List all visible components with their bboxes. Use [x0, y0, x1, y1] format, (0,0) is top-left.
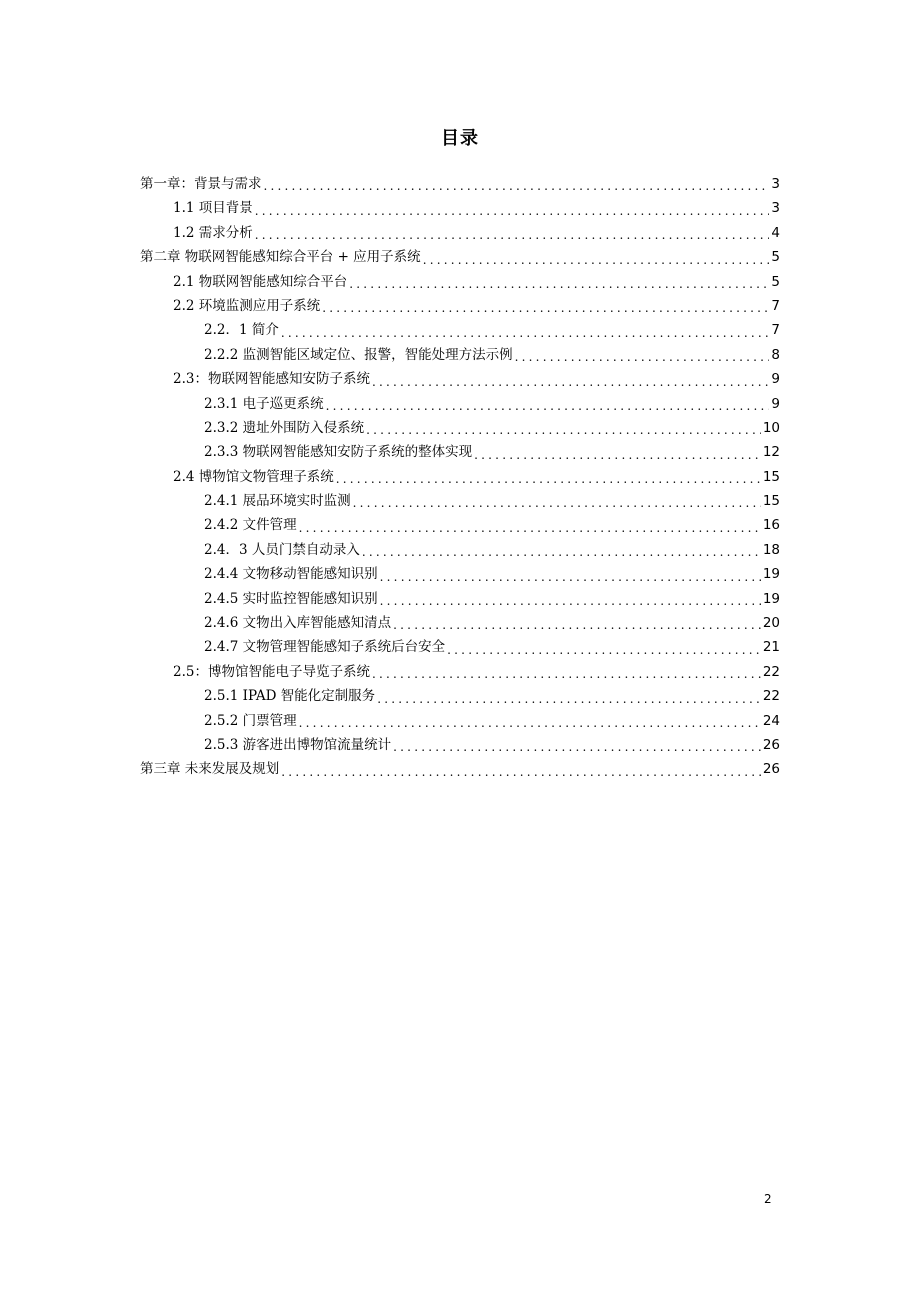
- toc-entry[interactable]: [140, 172, 780, 196]
- toc-entry-title: 2.4.2 文件管理: [204, 517, 297, 534]
- toc-entry-title: 2.3.1 电子巡更系统: [204, 395, 324, 412]
- toc-entry-page: 16: [762, 517, 780, 534]
- toc-entry-title: 2.3：物联网智能感知安防子系统: [173, 371, 370, 388]
- table-of-contents: [140, 172, 780, 782]
- toc-entry[interactable]: [140, 196, 780, 220]
- toc-entry[interactable]: [140, 513, 780, 537]
- toc-entry[interactable]: [140, 440, 780, 464]
- toc-leader-dots: [299, 518, 761, 538]
- toc-entry-title: 2.5.1 IPAD 智能化定制服务: [204, 688, 376, 705]
- toc-leader-dots: [380, 591, 761, 611]
- toc-entry-page: 20: [762, 615, 780, 632]
- toc-leader-dots: [474, 445, 761, 465]
- page-number: 2: [764, 1192, 772, 1206]
- toc-entry-title: 第一章：背景与需求: [140, 175, 262, 192]
- toc-entry-title: 2.4 博物馆文物管理子系统: [173, 468, 334, 485]
- toc-leader-dots: [366, 420, 761, 440]
- toc-leader-dots: [372, 372, 769, 392]
- toc-entry-title: 2.2.2 监测智能区域定位、报警，智能处理方法示例: [204, 346, 513, 363]
- page-title: 目录: [441, 128, 479, 149]
- toc-entry[interactable]: [140, 270, 780, 294]
- toc-entry[interactable]: [140, 392, 780, 416]
- toc-entry[interactable]: [140, 245, 780, 269]
- toc-entry-title: 1.2 需求分析: [173, 224, 253, 241]
- toc-leader-dots: [377, 689, 761, 709]
- toc-entry-page: 26: [762, 736, 780, 753]
- toc-entry-title: 第二章 物联网智能感知综合平台 + 应用子系统: [140, 249, 421, 266]
- toc-entry[interactable]: [140, 416, 780, 440]
- toc-leader-dots: [255, 201, 770, 221]
- toc-entry[interactable]: [140, 733, 780, 757]
- toc-leader-dots: [264, 176, 770, 196]
- toc-leader-dots: [362, 542, 761, 562]
- toc-leader-dots: [255, 225, 770, 245]
- toc-entry-page: 19: [762, 566, 780, 583]
- toc-entry[interactable]: [140, 757, 780, 781]
- toc-entry-page: 22: [762, 663, 780, 680]
- toc-leader-dots: [393, 615, 761, 635]
- toc-entry-title: 2.4.5 实时监控智能感知识别: [204, 590, 378, 607]
- toc-entry-page: 12: [762, 444, 780, 461]
- toc-entry-title: 2.5：博物馆智能电子导览子系统: [173, 663, 370, 680]
- toc-entry-title: 1.1 项目背景: [173, 200, 253, 217]
- toc-entry-title: 2.3.2 遗址外围防入侵系统: [204, 419, 365, 436]
- toc-leader-dots: [322, 298, 769, 318]
- toc-entry[interactable]: [140, 318, 780, 342]
- toc-leader-dots: [423, 250, 770, 270]
- toc-leader-dots: [326, 396, 770, 416]
- toc-entry-title: 2.4.1 展品环境实时监测: [204, 493, 351, 510]
- toc-entry-page: 15: [762, 493, 780, 510]
- toc-entry[interactable]: [140, 294, 780, 318]
- toc-entry-title: 2.4.4 文物移动智能感知识别: [204, 566, 378, 583]
- toc-entry-title: 2.4．3 人员门禁自动录入: [204, 541, 360, 558]
- toc-entry[interactable]: [140, 684, 780, 708]
- toc-entry[interactable]: [140, 660, 780, 684]
- toc-leader-dots: [349, 274, 769, 294]
- toc-leader-dots: [281, 762, 761, 782]
- toc-entry-page: 8: [771, 346, 780, 363]
- toc-entry[interactable]: [140, 635, 780, 659]
- toc-entry-page: 3: [771, 175, 780, 192]
- toc-entry-page: 4: [771, 224, 780, 241]
- toc-entry-title: 2.1 物联网智能感知综合平台: [173, 273, 348, 290]
- toc-entry-page: 7: [771, 297, 780, 314]
- toc-entry-page: 10: [762, 419, 780, 436]
- toc-entry[interactable]: [140, 465, 780, 489]
- toc-entry-page: 5: [771, 273, 780, 290]
- toc-leader-dots: [380, 567, 761, 587]
- toc-leader-dots: [299, 713, 761, 733]
- toc-entry[interactable]: [140, 587, 780, 611]
- toc-entry[interactable]: [140, 343, 780, 367]
- toc-entry-title: 2.4.6 文物出入库智能感知清点: [204, 615, 392, 632]
- toc-entry-title: 2.5.2 门票管理: [204, 712, 297, 729]
- toc-leader-dots: [393, 737, 761, 757]
- toc-entry[interactable]: [140, 489, 780, 513]
- toc-entry-page: 24: [762, 712, 780, 729]
- toc-entry[interactable]: [140, 562, 780, 586]
- toc-entry[interactable]: [140, 221, 780, 245]
- toc-entry-title: 2.2．1 简介: [204, 322, 279, 339]
- toc-entry-page: 21: [762, 639, 780, 656]
- toc-entry-page: 7: [771, 322, 780, 339]
- toc-entry-page: 3: [771, 200, 780, 217]
- toc-entry[interactable]: [140, 709, 780, 733]
- toc-entry-page: 5: [771, 249, 780, 266]
- toc-leader-dots: [336, 469, 761, 489]
- toc-leader-dots: [372, 664, 761, 684]
- toc-entry-page: 26: [762, 761, 780, 778]
- toc-entry-page: 22: [762, 688, 780, 705]
- toc-entry-title: 2.3.3 物联网智能感知安防子系统的整体实现: [204, 444, 473, 461]
- toc-entry-page: 15: [762, 468, 780, 485]
- toc-entry[interactable]: [140, 611, 780, 635]
- toc-entry-title: 2.5.3 游客进出博物馆流量统计: [204, 736, 392, 753]
- toc-entry-page: 19: [762, 590, 780, 607]
- toc-entry[interactable]: [140, 367, 780, 391]
- toc-leader-dots: [515, 347, 770, 367]
- toc-entry[interactable]: [140, 538, 780, 562]
- toc-entry-title: 第三章 未来发展及规划: [140, 761, 280, 778]
- toc-leader-dots: [447, 640, 761, 660]
- toc-leader-dots: [281, 323, 770, 343]
- toc-leader-dots: [353, 493, 761, 513]
- toc-entry-page: 9: [771, 395, 780, 412]
- toc-entry-page: 18: [762, 541, 780, 558]
- toc-entry-title: 2.2 环境监测应用子系统: [173, 297, 321, 314]
- toc-entry-page: 9: [771, 371, 780, 388]
- toc-entry-title: 2.4.7 文物管理智能感知子系统后台安全: [204, 639, 446, 656]
